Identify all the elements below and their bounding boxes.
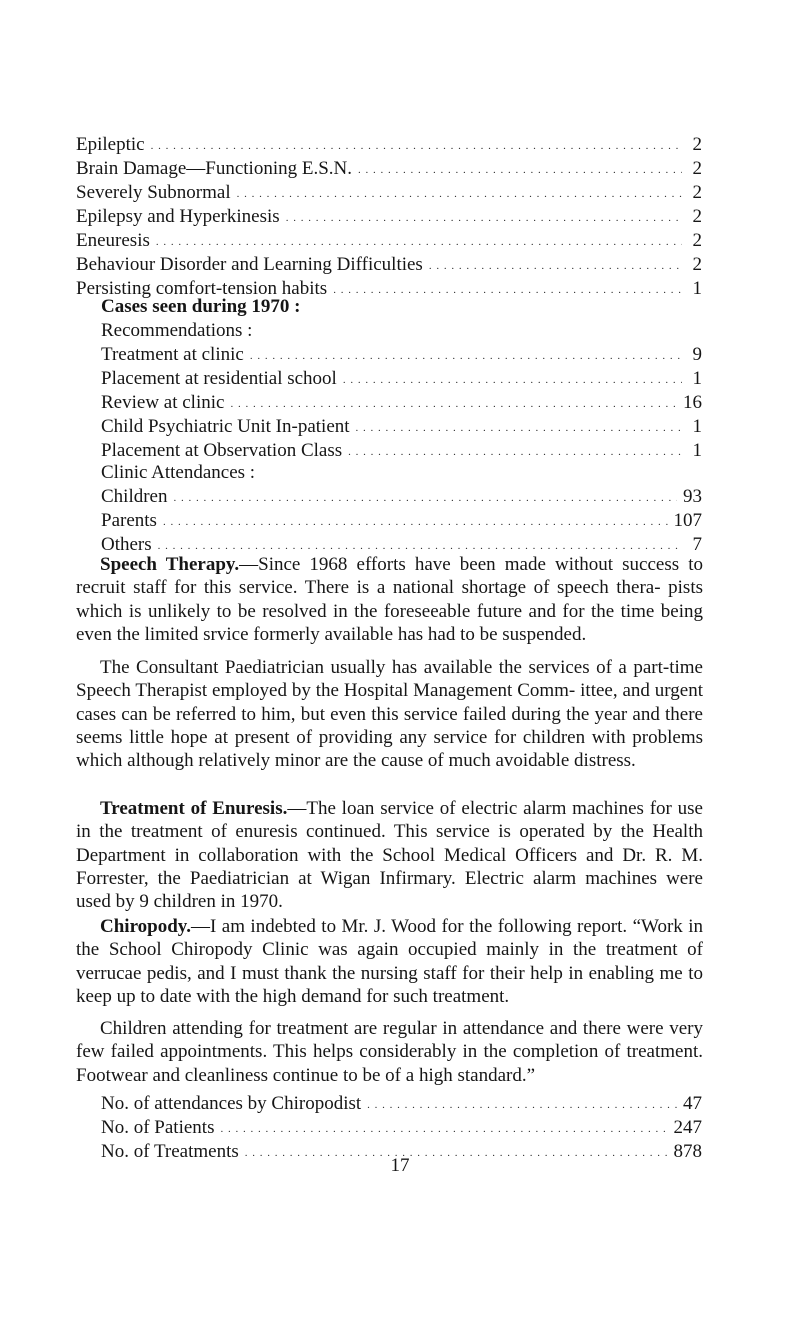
list-item: No. of Patients . . . 247 [101, 1117, 702, 1141]
recommendations-list [101, 344, 702, 464]
speech-therapy-paragraph: Speech Therapy.—Since 1968 efforts have been made without success to recruit staff for this service. There is a national shortage of speech thera- pists which is unlikely to be resolved in the foreseeable future and for the time being even the limited srvice formerly available has had to be suspended. [76, 554, 703, 645]
list-item: Treatment at clinic . . . 9 [101, 344, 702, 368]
list-item: Persisting comfort-tension habits . . . 1 [76, 278, 702, 302]
children-paragraph: Children attending for treatment are regular in attendance and there were very few failed appointments. This helps considerably in the completion of treatment. Footwear and cleanliness continue to be of a high standard.” [76, 1018, 703, 1086]
list-item: Behaviour Disorder and Learning Difficulties . . . 2 [76, 254, 702, 278]
list-item: No. of Treatments . . . 878 [101, 1141, 702, 1165]
chiropody-paragraph: Chiropody.—I am indebted to Mr. J. Wood for the following report. “Work in the School Chiropody Clinic was again occupied mainly in the treatment of verrucae pedis, and I must thank the nursing staff for their help in enabling me to keep up to date with the high demand for such treatment. [76, 916, 703, 1007]
list-item: Review at clinic . . . 16 [101, 392, 702, 416]
speech-therapy-title: Speech Therapy. [100, 554, 240, 575]
consultant-paragraph: The Consultant Paediatrician usually has available the services of a part-time Speech Therapist employed by the Hospital Management Comm- ittee, and urgent cases can be referred to him, but even this service failed during the year and there seems little hope at present of providing any service for children with problems which although relatively minor are the cause of much avoidable distress. [76, 657, 703, 772]
list-item: Child Psychiatric Unit In-patient . . . 1 [101, 416, 702, 440]
list-item: No. of attendances by Chiropodist . . . 47 [101, 1093, 702, 1117]
enuresis-paragraph: Treatment of Enuresis.—The loan service of electric alarm machines for use in the treatment of enuresis continued. This service is operated by the Health Department in collaboration with the School Medical Officers and Dr. R. M. Forrester, the Paediatrician at Wigan Infirmary. Electric alarm machines were used by 9 children in 1970. [76, 798, 703, 913]
cases-heading: Cases seen during 1970 : [101, 296, 301, 317]
chiropody-title: Chiropody. [100, 916, 191, 937]
list-item: Brain Damage—Functioning E.S.N. . . . 2 [76, 158, 702, 182]
list-item: Epileptic . . . 2 [76, 134, 702, 158]
list-item: Placement at residential school . . . 1 [101, 368, 702, 392]
enuresis-title: Treatment of Enuresis. [100, 798, 288, 819]
list-item: Others . . . 7 [101, 534, 702, 558]
attendances-list [101, 486, 702, 558]
diagnosis-list [76, 134, 702, 302]
recommendations-heading: Recommendations : [101, 320, 253, 341]
list-item: Severely Subnormal . . . 2 [76, 182, 702, 206]
attendances-heading: Clinic Attendances : [101, 462, 256, 483]
list-item: Epilepsy and Hyperkinesis . . . 2 [76, 206, 702, 230]
page-number: 17 [390, 1155, 410, 1176]
list-item: Eneuresis . . . 2 [76, 230, 702, 254]
list-item: Children . . . 93 [101, 486, 702, 510]
list-item: Placement at Observation Class . . . 1 [101, 440, 702, 464]
list-item: Parents . . . 107 [101, 510, 702, 534]
